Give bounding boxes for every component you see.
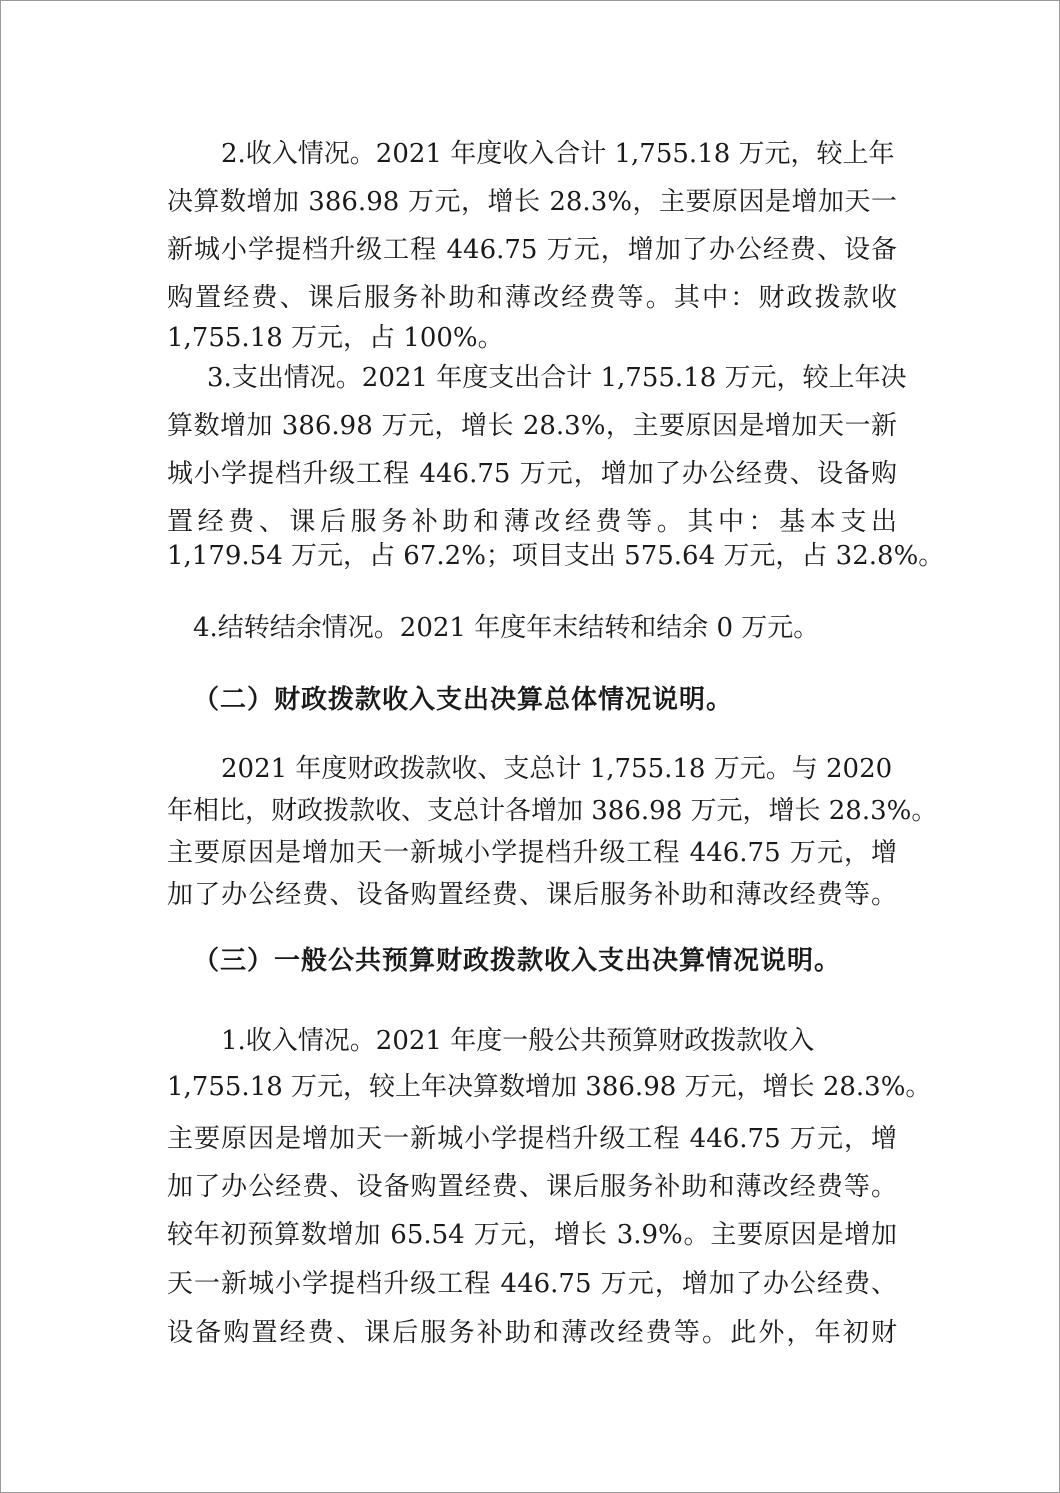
text-line: 加了办公经费、设备购置经费、课后服务补助和薄改经费等。 [167,1172,897,1202]
section-heading-2: （二）财政拨款收入支出决算总体情况说明。 [193,685,734,715]
text-line: 2021 年度财政拨款收、支总计 1,755.18 万元。与 2020 [221,754,893,784]
text-line: 主要原因是增加天一新城小学提档升级工程 446.75 万元，增 [167,1124,897,1154]
text-line: 决算数增加 386.98 万元，增长 28.3%，主要原因是增加天一 [167,187,897,217]
paragraph-carryover: 4.结转结余情况。2021 年度年末结转和结余 0 万元。 [193,613,820,643]
text-line: 天一新城小学提档升级工程 446.75 万元，增加了办公经费、 [167,1269,897,1299]
text-line: 2.收入情况。2021 年度收入合计 1,755.18 万元，较上年 [221,139,895,169]
text-line: 1,755.18 万元，较上年决算数增加 386.98 万元，增长 28.3%。 [167,1072,932,1102]
section-heading-3: （三）一般公共预算财政拨款收入支出决算情况说明。 [193,946,842,976]
text-line: 年相比，财政拨款收、支总计各增加 386.98 万元，增长 28.3%。 [167,796,938,826]
text-line: 1.收入情况。2021 年度一般公共预算财政拨款收入 [221,1026,815,1056]
text-line: 主要原因是增加天一新城小学提档升级工程 446.75 万元，增 [167,838,897,868]
text-line: 加了办公经费、设备购置经费、课后服务补助和薄改经费等。 [167,880,897,910]
text-line: 新城小学提档升级工程 446.75 万元，增加了办公经费、设备 [167,235,897,265]
text-line: 3.支出情况。2021 年度支出合计 1,755.18 万元，较上年决 [207,363,907,393]
text-line: 算数增加 386.98 万元，增长 28.3%，主要原因是增加天一新 [167,411,897,441]
text-line: 购置经费、课后服务补助和薄改经费等。其中：财政拨款收 [167,283,897,313]
text-line: 1,179.54 万元，占 67.2%；项目支出 575.64 万元，占 32.8%。 [167,541,945,571]
text-line: 设备购置经费、课后服务补助和薄改经费等。此外，年初财 [167,1318,897,1348]
text-line: 城小学提档升级工程 446.75 万元，增加了办公经费、设备购 [167,459,897,489]
text-line: 1,755.18 万元，占 100%。 [167,323,504,353]
text-line: 置经费、课后服务补助和薄改经费等。其中：基本支出 [167,507,897,537]
text-line: 较年初预算数增加 65.54 万元，增长 3.9%。主要原因是增加 [167,1220,897,1250]
